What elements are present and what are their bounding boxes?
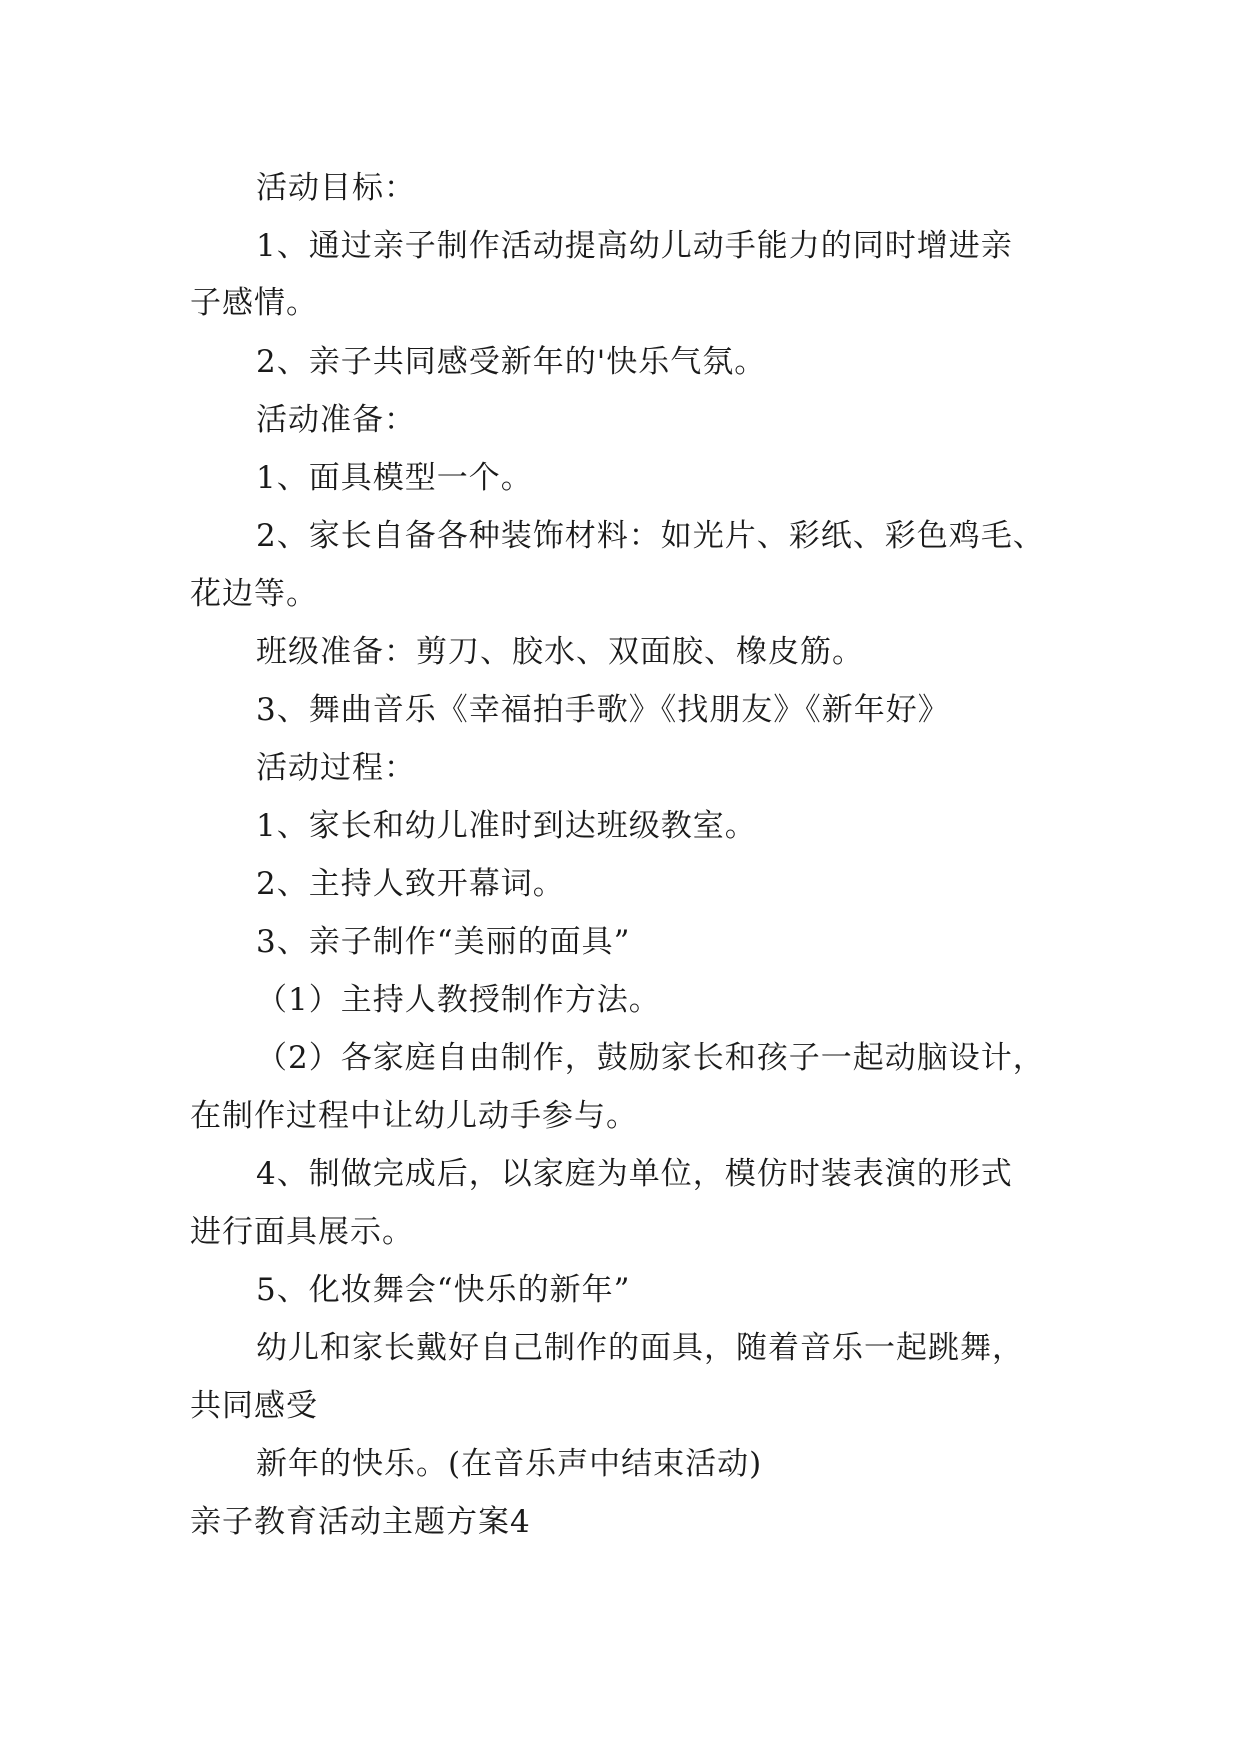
paragraph-line: 3、亲子制作“美丽的面具” [256,924,631,960]
paragraph-line: 3、舞曲音乐《幸福拍手歌》《找朋友》《新年好》 [256,692,950,728]
heading-activity-process: 活动过程： [256,750,416,786]
paragraph-line: 2、亲子共同感受新年的'快乐气氛。 [256,344,767,380]
paragraph-line: 1、面具模型一个。 [256,460,533,496]
paragraph-line: （1）主持人教授制作方法。 [256,982,661,1018]
heading-activity-goals: 活动目标： [256,170,416,206]
paragraph-line: 2、主持人致开幕词。 [256,866,565,902]
paragraph-line: 新年的快乐。(在音乐声中结束活动) [256,1446,763,1482]
paragraph-line: 子感情。 [190,285,318,321]
paragraph-line: 共同感受 [190,1388,318,1424]
paragraph-line: 进行面具展示。 [190,1214,414,1250]
paragraph-line: 5、化妆舞会“快乐的新年” [256,1272,631,1308]
paragraph-line: 1、家长和幼儿准时到达班级教室。 [256,808,757,844]
paragraph-line: 4、制做完成后，以家庭为单位，模仿时装表演的形式 [256,1156,1013,1192]
paragraph-line: 班级准备：剪刀、胶水、双面胶、橡皮筋。 [256,634,864,670]
section-title: 亲子教育活动主题方案4 [190,1504,531,1540]
paragraph-line: 在制作过程中让幼儿动手参与。 [190,1098,638,1134]
paragraph-line: 幼儿和家长戴好自己制作的面具，随着音乐一起跳舞， [256,1330,1024,1366]
paragraph-line: （2）各家庭自由制作，鼓励家长和孩子一起动脑设计， [256,1040,1045,1076]
heading-activity-preparation: 活动准备： [256,402,416,438]
paragraph-line: 2、家长自备各种装饰材料：如光片、彩纸、彩色鸡毛、 [256,518,1045,554]
paragraph-line: 花边等。 [190,576,318,612]
paragraph-line: 1、通过亲子制作活动提高幼儿动手能力的同时增进亲 [256,228,1013,264]
